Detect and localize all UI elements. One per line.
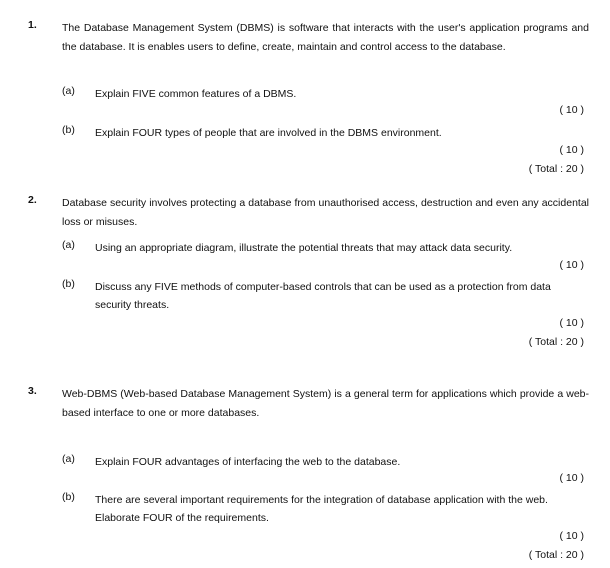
question-1-total: ( Total : 20 ) bbox=[528, 163, 584, 175]
question-2b-label: (b) bbox=[62, 278, 75, 290]
question-2a-text: Using an appropriate diagram, illustrate the potential threats that may attack data security. bbox=[95, 242, 513, 254]
question-2-text: Database security involves protecting a database from unauthorised access, destruction and even any accidental loss or misuses. bbox=[62, 197, 589, 228]
question-2a-marks: ( 10 ) bbox=[559, 259, 584, 271]
question-1a-text: Explain FIVE common features of a DBMS. bbox=[95, 88, 297, 100]
question-2-number: 2. bbox=[28, 194, 37, 206]
question-3-number: 3. bbox=[28, 385, 37, 397]
question-1b-label: (b) bbox=[62, 124, 75, 136]
question-3-total: ( Total : 20 ) bbox=[528, 549, 584, 561]
question-3b-text: There are several important requirements for the integration of database application with the web. Elaborate FOUR of the requirements. bbox=[95, 494, 548, 524]
question-3-text: Web-DBMS (Web-based Database Management System) is a general term for applications which provide a web-based interface to one or more databases. bbox=[62, 388, 589, 419]
question-3a-text: Explain FOUR advantages of interfacing the web to the database. bbox=[95, 456, 401, 468]
question-1-number: 1. bbox=[28, 19, 37, 31]
question-1a-marks: ( 10 ) bbox=[559, 104, 584, 116]
question-1-text: The Database Management System (DBMS) is software that interacts with the user's application programs and the database. It is enables users to define, create, maintain and control access to the database. bbox=[62, 22, 589, 53]
question-3a-label: (a) bbox=[62, 453, 75, 465]
question-3b-label: (b) bbox=[62, 491, 75, 503]
question-2b-text: Discuss any FIVE methods of computer-based controls that can be used as a protection from data security threats. bbox=[95, 281, 551, 311]
question-1a-label: (a) bbox=[62, 85, 75, 97]
question-1b-text: Explain FOUR types of people that are involved in the DBMS environment. bbox=[95, 127, 442, 139]
question-2a-label: (a) bbox=[62, 239, 75, 251]
question-2b-marks: ( 10 ) bbox=[559, 317, 584, 329]
question-3a-marks: ( 10 ) bbox=[559, 472, 584, 484]
question-3b-marks: ( 10 ) bbox=[559, 530, 584, 542]
question-2-total: ( Total : 20 ) bbox=[528, 336, 584, 348]
question-1b-marks: ( 10 ) bbox=[559, 144, 584, 156]
